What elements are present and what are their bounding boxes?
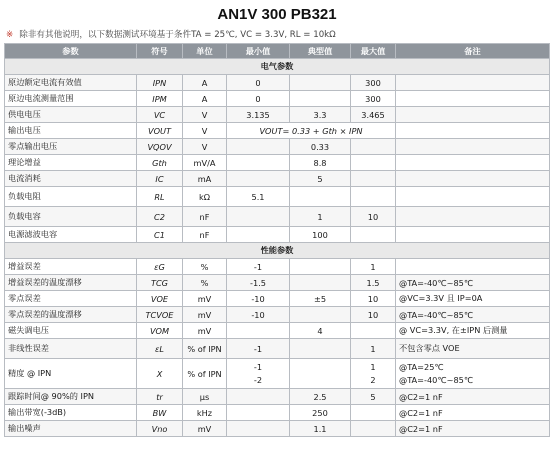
- header-unit: 单位: [183, 44, 227, 59]
- cell-unit: mA: [183, 171, 227, 187]
- cell-param: 原边额定电流有效值: [5, 75, 137, 91]
- note-marker-icon: ※: [6, 30, 14, 40]
- cell-symbol: VOM: [137, 323, 183, 339]
- cell-min: -1.5: [227, 275, 290, 291]
- cell-symbol: BW: [137, 405, 183, 421]
- cell-unit: % of IPN: [183, 359, 227, 389]
- cell-unit: kΩ: [183, 187, 227, 207]
- cell-unit: mV: [183, 291, 227, 307]
- cell-note: [396, 75, 550, 91]
- cell-note: [396, 155, 550, 171]
- table-row: [5, 107, 550, 123]
- cell-typ: VOUT= 0.33 + Gth × IPN: [227, 123, 396, 139]
- cell-max: 5: [351, 389, 396, 405]
- cell-min: [227, 227, 290, 243]
- cell-symbol: εL: [137, 339, 183, 359]
- cell-min: -10: [227, 307, 290, 323]
- cell-max: 1: [351, 339, 396, 359]
- cell-note: @ VC=3.3V, 在±IPN 后测量: [396, 323, 550, 339]
- cell-max: [351, 405, 396, 421]
- table-row: [5, 275, 550, 291]
- table-row: [5, 389, 550, 405]
- cell-symbol: VOE: [137, 291, 183, 307]
- cell-unit: A: [183, 75, 227, 91]
- cell-min: [227, 421, 290, 437]
- cell-min: [227, 171, 290, 187]
- cell-typ: [290, 91, 351, 107]
- cell-param: 非线性误差: [5, 339, 137, 359]
- cell-typ: [290, 359, 351, 389]
- cell-param: 跟踪时间@ 90%的 IPN: [5, 389, 137, 405]
- table-row: [5, 339, 550, 359]
- table-row: [5, 155, 550, 171]
- cell-max: 10: [351, 207, 396, 227]
- cell-typ: 8.8: [290, 155, 351, 171]
- table-row: [5, 307, 550, 323]
- cell-symbol: TCVOE: [137, 307, 183, 323]
- cell-param: 负载电阻: [5, 187, 137, 207]
- cell-min: -1: [227, 259, 290, 275]
- cell-note: [396, 171, 550, 187]
- cell-typ: ±5: [290, 291, 351, 307]
- cell-param: 零点误差的温度漂移: [5, 307, 137, 323]
- cell-typ: [290, 75, 351, 91]
- cell-max-line: 2: [370, 374, 376, 385]
- header-min: 最小值: [227, 44, 290, 59]
- cell-symbol: C1: [137, 227, 183, 243]
- cell-note-line: @TA=25℃: [399, 361, 444, 372]
- cell-unit: V: [183, 139, 227, 155]
- table-row: [5, 227, 550, 243]
- cell-symbol: Gth: [137, 155, 183, 171]
- cell-max: [351, 171, 396, 187]
- cell-min: [227, 139, 290, 155]
- cell-unit: mV: [183, 323, 227, 339]
- cell-max: [351, 421, 396, 437]
- cell-note: 不包含零点 VOE: [396, 339, 550, 359]
- cell-min: 3.135: [227, 107, 290, 123]
- header-note: 备注: [396, 44, 550, 59]
- cell-max: [351, 139, 396, 155]
- cell-note: [396, 259, 550, 275]
- cell-symbol: C2: [137, 207, 183, 227]
- cell-param: 零点误差: [5, 291, 137, 307]
- section-row: [5, 59, 550, 75]
- cell-min: 0: [227, 75, 290, 91]
- cell-typ: 4: [290, 323, 351, 339]
- cell-param: 零点输出电压: [5, 139, 137, 155]
- header-symbol: 符号: [137, 44, 183, 59]
- cell-note: [396, 359, 550, 389]
- cell-min: -1: [227, 339, 290, 359]
- cell-param: 增益误差: [5, 259, 137, 275]
- cell-note: [396, 91, 550, 107]
- cell-symbol: TCG: [137, 275, 183, 291]
- header-typ: 典型值: [290, 44, 351, 59]
- note-text: 除非有其他说明，以下数据测试环境基于条件TA = 25℃, VC = 3.3V, RL = 10kΩ: [19, 30, 336, 40]
- cell-unit: μs: [183, 389, 227, 405]
- table-row: [5, 91, 550, 107]
- table-row: [5, 123, 550, 139]
- cell-note: @C2=1 nF: [396, 405, 550, 421]
- table-row: [5, 139, 550, 155]
- cell-min: -10: [227, 291, 290, 307]
- cell-symbol: Vno: [137, 421, 183, 437]
- cell-symbol: IPN: [137, 75, 183, 91]
- table-body: [5, 59, 550, 437]
- table-row: [5, 405, 550, 421]
- header-max: 最大值: [351, 44, 396, 59]
- cell-max: [351, 227, 396, 243]
- cell-param: 输出电压: [5, 123, 137, 139]
- cell-unit: mV: [183, 307, 227, 323]
- cell-note: @TA=-40℃~85℃: [396, 275, 550, 291]
- cell-param: 输出噪声: [5, 421, 137, 437]
- cell-symbol: tr: [137, 389, 183, 405]
- cell-typ: 100: [290, 227, 351, 243]
- cell-typ: 2.5: [290, 389, 351, 405]
- cell-param: 输出带宽(-3dB): [5, 405, 137, 421]
- cell-unit: mV/A: [183, 155, 227, 171]
- spec-table: [4, 43, 550, 437]
- cell-unit: nF: [183, 207, 227, 227]
- cell-symbol: IPM: [137, 91, 183, 107]
- cell-min: [227, 389, 290, 405]
- cell-min: 5.1: [227, 187, 290, 207]
- cell-typ: 1.1: [290, 421, 351, 437]
- header-param: 参数: [5, 44, 137, 59]
- cell-unit: A: [183, 91, 227, 107]
- cell-min: [227, 405, 290, 421]
- cell-typ: [290, 259, 351, 275]
- cell-note: [396, 227, 550, 243]
- table-row: [5, 171, 550, 187]
- test-conditions-note: [6, 28, 551, 40]
- cell-unit: %: [183, 275, 227, 291]
- cell-unit: mV: [183, 421, 227, 437]
- cell-note: [396, 139, 550, 155]
- cell-max: [351, 155, 396, 171]
- cell-max: 10: [351, 307, 396, 323]
- section-title: 性能参数: [5, 243, 550, 259]
- cell-max: 10: [351, 291, 396, 307]
- cell-param: 磁失调电压: [5, 323, 137, 339]
- cell-typ: [290, 187, 351, 207]
- cell-typ: 3.3: [290, 107, 351, 123]
- table-row: [5, 291, 550, 307]
- cell-note: @C2=1 nF: [396, 421, 550, 437]
- cell-min-line: -1: [253, 361, 263, 372]
- cell-unit: %: [183, 259, 227, 275]
- cell-param: 精度 @ IPN: [5, 359, 137, 389]
- cell-note: @VC=3.3V 且 IP=0A: [396, 291, 550, 307]
- cell-typ: [290, 339, 351, 359]
- cell-min: [227, 155, 290, 171]
- section-title: 电气参数: [5, 59, 550, 75]
- section-row: [5, 243, 550, 259]
- cell-min: [227, 359, 290, 389]
- cell-typ: 1: [290, 207, 351, 227]
- cell-max: [351, 187, 396, 207]
- cell-typ: 250: [290, 405, 351, 421]
- cell-typ: [290, 307, 351, 323]
- cell-max: 3.465: [351, 107, 396, 123]
- header-row: [5, 44, 550, 59]
- table-row: [5, 259, 550, 275]
- cell-note: [396, 207, 550, 227]
- cell-param: 理论增益: [5, 155, 137, 171]
- cell-max: [351, 359, 396, 389]
- cell-param: 增益误差的温度漂移: [5, 275, 137, 291]
- cell-max: 1.5: [351, 275, 396, 291]
- cell-note: @C2=1 nF: [396, 389, 550, 405]
- cell-param: 负载电容: [5, 207, 137, 227]
- cell-max-line: 1: [370, 361, 376, 372]
- cell-symbol: VC: [137, 107, 183, 123]
- cell-min: [227, 207, 290, 227]
- cell-note: @TA=-40℃~85℃: [396, 307, 550, 323]
- cell-min: [227, 323, 290, 339]
- table-row: [5, 359, 550, 389]
- cell-typ: [290, 275, 351, 291]
- cell-symbol: X: [137, 359, 183, 389]
- cell-unit: nF: [183, 227, 227, 243]
- cell-unit: V: [183, 123, 227, 139]
- cell-symbol: RL: [137, 187, 183, 207]
- table-row: [5, 187, 550, 207]
- cell-max: [351, 323, 396, 339]
- cell-symbol: εG: [137, 259, 183, 275]
- table-row: [5, 75, 550, 91]
- cell-symbol: VOUT: [137, 123, 183, 139]
- cell-min: 0: [227, 91, 290, 107]
- cell-symbol: IC: [137, 171, 183, 187]
- cell-typ: 0.33: [290, 139, 351, 155]
- cell-param: 原边电流测量范围: [5, 91, 137, 107]
- cell-note: [396, 107, 550, 123]
- page-title: AN1V 300 PB321: [217, 6, 337, 23]
- cell-max: 300: [351, 75, 396, 91]
- cell-note-line: @TA=-40℃~85℃: [399, 374, 474, 385]
- cell-note: [396, 123, 550, 139]
- cell-typ: 5: [290, 171, 351, 187]
- cell-note: [396, 187, 550, 207]
- cell-max: 1: [351, 259, 396, 275]
- cell-param: 电源滤波电容: [5, 227, 137, 243]
- cell-min-line: -2: [253, 374, 263, 385]
- cell-unit: V: [183, 107, 227, 123]
- table-row: [5, 323, 550, 339]
- cell-param: 供电电压: [5, 107, 137, 123]
- cell-max: 300: [351, 91, 396, 107]
- cell-param: 电流消耗: [5, 171, 137, 187]
- cell-unit: % of IPN: [183, 339, 227, 359]
- cell-unit: kHz: [183, 405, 227, 421]
- cell-symbol: VQOV: [137, 139, 183, 155]
- table-row: [5, 207, 550, 227]
- table-row: [5, 421, 550, 437]
